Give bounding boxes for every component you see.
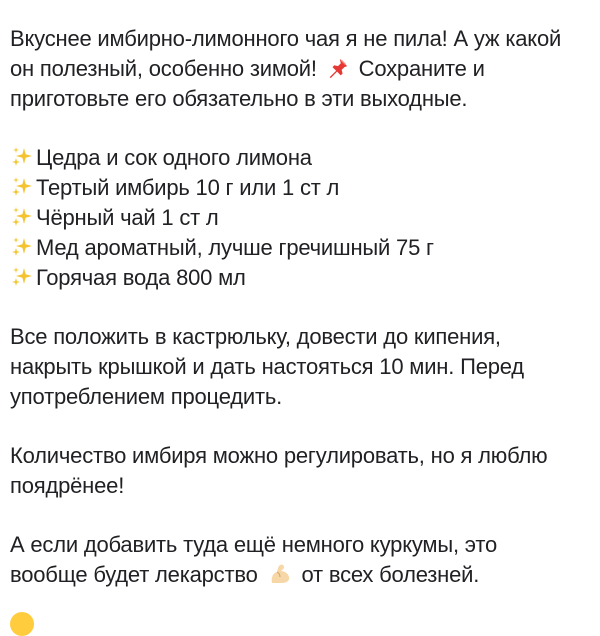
intro-line-2-text-a: он полезный, особенно зимой! <box>10 56 317 81</box>
ingredient-item <box>10 203 590 233</box>
ingredient-item <box>10 233 590 263</box>
ingredient-label: Мед ароматный, лучше гречишный 75 г <box>36 235 434 260</box>
ingredient-label: Горячая вода 800 мл <box>36 265 246 290</box>
intro-line-3: приготовьте его обязательно в эти выходные. <box>10 86 468 111</box>
tip-line-1: Количество имбиря можно регулировать, но я люблю <box>10 443 548 468</box>
intro-line-2 <box>10 54 590 84</box>
intro-line-1: Вкуснее имбирно-лимонного чая я не пила! А уж какой <box>10 26 562 51</box>
sparkles-icon <box>10 205 34 229</box>
method-line-2: накрыть крышкой и дать настояться 10 мин. Перед <box>10 354 524 379</box>
ingredient-label: Цедра и сок одного лимона <box>36 145 312 170</box>
post-text <box>10 24 590 590</box>
sparkles-icon <box>10 235 34 259</box>
turmeric-line-2-text-b: от всех болезней. <box>301 562 480 587</box>
sparkles-icon <box>10 265 34 289</box>
ingredient-label: Чёрный чай 1 ст л <box>36 205 219 230</box>
turmeric-line-1: А если добавить туда ещё немного куркумы, это <box>10 532 497 557</box>
ingredient-label: Тертый имбирь 10 г или 1 ст л <box>36 175 340 200</box>
sparkles-icon <box>10 175 34 199</box>
ingredient-item <box>10 143 590 173</box>
turmeric-line-2-text-a: вообще будет лекарство <box>10 562 258 587</box>
ingredient-item <box>10 263 590 293</box>
emoji-icon <box>10 612 34 636</box>
ingredient-item <box>10 173 590 203</box>
turmeric-line-2 <box>10 560 590 590</box>
sparkles-icon <box>10 145 34 169</box>
method-line-1: Все положить в кастрюльку, довести до кипения, <box>10 324 501 349</box>
tip-line-2: поядрёнее! <box>10 473 125 498</box>
pushpin-icon <box>327 57 349 79</box>
flexed-biceps-icon <box>268 562 292 586</box>
intro-line-2-text-b: Сохраните и <box>358 56 485 81</box>
method-line-3: употреблением процедить. <box>10 384 283 409</box>
